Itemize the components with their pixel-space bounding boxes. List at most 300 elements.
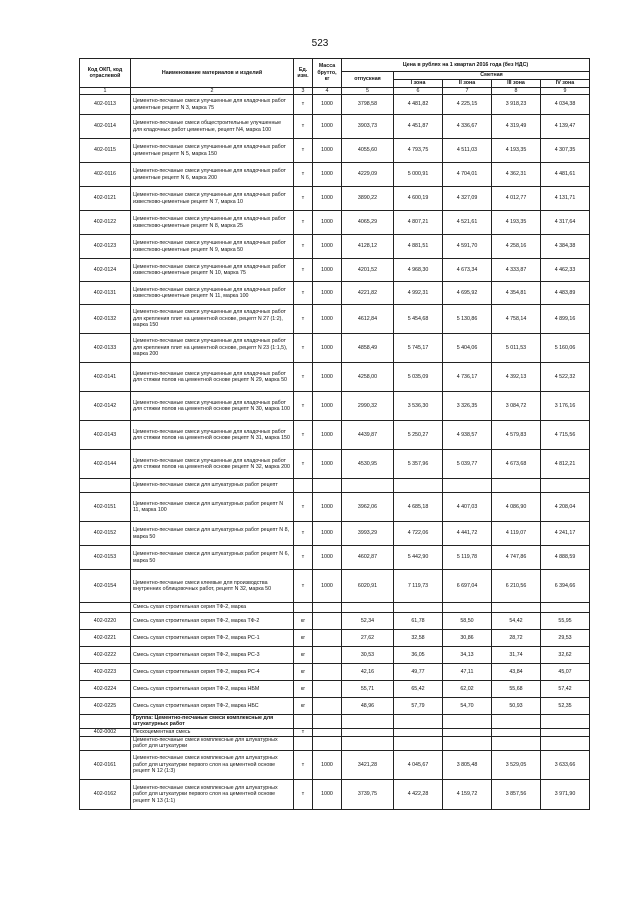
row-zone-3-price: 4 333,87 [492, 259, 541, 282]
row-name: Цементно-песчаные смеси улучшенные для кладочных работ для стяжки полов на цементной основе рецепт N 32, марка 200 [131, 450, 294, 479]
row-zone-3-price: 55,68 [492, 681, 541, 698]
row-zone-4-price: 4 462,33 [541, 259, 590, 282]
row-code: 402-0123 [80, 235, 131, 259]
section-name: Цементно-песчаные смеси для штукатурных работ рецепт [131, 479, 294, 493]
row-unit: т [294, 779, 313, 809]
table-row [80, 450, 590, 479]
row-release-price: 4201,52 [342, 259, 394, 282]
row-zone-4-price: 45,07 [541, 664, 590, 681]
row-zone-3-price: 4 258,16 [492, 235, 541, 259]
row-code: 402-0154 [80, 570, 131, 603]
row-zone-1-price: 49,77 [394, 664, 443, 681]
row-mass: 1000 [313, 235, 342, 259]
row-mass: 1000 [313, 211, 342, 235]
section-name: Группа: Цементно-песчаные смеси комплексные для штукатурных работ [131, 715, 294, 729]
row-mass: 1000 [313, 115, 342, 139]
row-code [80, 479, 131, 493]
row-empty-cell [541, 479, 590, 493]
row-mass [313, 613, 342, 630]
row-zone-1-price: 5 035,09 [394, 363, 443, 392]
row-empty-cell [443, 736, 492, 750]
header-zone-3: III зона [492, 80, 541, 88]
row-code: 402-0152 [80, 522, 131, 546]
row-name: Цементно-песчаные смеси улучшенные для кладочных работ для стяжки полов на цементной основе рецепт N 31, марка 150 [131, 421, 294, 450]
row-release-price: 30,53 [342, 647, 394, 664]
row-zone-3-price: 3 857,56 [492, 779, 541, 809]
row-unit: т [294, 728, 313, 736]
row-zone-1-price: 4 968,30 [394, 259, 443, 282]
row-release-price: 4439,87 [342, 421, 394, 450]
row-release-price: 4128,12 [342, 235, 394, 259]
row-mass [313, 647, 342, 664]
col-number: 1 [80, 88, 131, 95]
row-zone-3-price [492, 728, 541, 736]
page-number: 523 [311, 38, 329, 49]
row-name: Цементно-песчаные смеси общестроительные улучшенные для кладочных работ цементные, рецепт N4, марка 100 [131, 115, 294, 139]
row-zone-2-price: 4 336,67 [443, 115, 492, 139]
row-zone-3-price: 4 319,49 [492, 115, 541, 139]
row-zone-4-price: 5 160,06 [541, 334, 590, 363]
col-number: 6 [394, 88, 443, 95]
row-zone-2-price: 54,70 [443, 698, 492, 715]
row-zone-2-price: 4 441,72 [443, 522, 492, 546]
table-row [80, 546, 590, 570]
row-release-price: 4055,60 [342, 139, 394, 163]
row-zone-3-price: 4 193,35 [492, 211, 541, 235]
row-zone-1-price: 4 451,87 [394, 115, 443, 139]
row-zone-3-price: 4 012,77 [492, 187, 541, 211]
row-name: Цементно-песчаные смеси для штукатурных работ рецепт N 11, марка 100 [131, 493, 294, 522]
col-number: 9 [541, 88, 590, 95]
header-zone-2: II зона [443, 80, 492, 88]
row-name: Цементно-песчаные смеси улучшенные для кладочных работ известково-цементные рецепт N 10, марка 75 [131, 259, 294, 282]
row-zone-4-price: 4 483,89 [541, 282, 590, 305]
row-zone-1-price: 4 600,19 [394, 187, 443, 211]
row-mass: 1000 [313, 779, 342, 809]
section-name: Цементно-песчаные смеси комплексные для штукатурных работ для штукатурки [131, 736, 294, 750]
table-row [80, 334, 590, 363]
row-unit: кг [294, 630, 313, 647]
row-unit: кг [294, 664, 313, 681]
row-mass: 1000 [313, 750, 342, 779]
row-name: Цементно-песчаные смеси улучшенные для кладочных работ цементные рецепт N 3, марка 75 [131, 95, 294, 115]
row-zone-4-price: 4 888,59 [541, 546, 590, 570]
row-release-price: 3962,06 [342, 493, 394, 522]
row-zone-2-price: 58,50 [443, 613, 492, 630]
row-zone-3-price: 4 392,13 [492, 363, 541, 392]
row-release-price: 4229,09 [342, 163, 394, 187]
row-unit: т [294, 235, 313, 259]
row-unit: т [294, 95, 313, 115]
row-zone-1-price: 4 045,67 [394, 750, 443, 779]
table-row [80, 647, 590, 664]
table-row [80, 95, 590, 115]
row-zone-2-price: 5 039,77 [443, 450, 492, 479]
table-row [80, 664, 590, 681]
row-code: 402-0141 [80, 363, 131, 392]
row-unit: т [294, 363, 313, 392]
row-unit: т [294, 421, 313, 450]
row-name: Цементно-песчаные смеси комплексные для штукатурных работ для штукатурки первого слоя на цементной основе рецепт N 12 (1:3) [131, 750, 294, 779]
row-zone-1-price: 5 442,90 [394, 546, 443, 570]
row-code: 402-0144 [80, 450, 131, 479]
row-name: Цементно-песчаные смеси улучшенные для кладочных работ цементные рецепт N 6, марка 200 [131, 163, 294, 187]
row-mass: 1000 [313, 546, 342, 570]
row-zone-4-price: 4 522,32 [541, 363, 590, 392]
row-release-price: 4065,29 [342, 211, 394, 235]
row-code: 402-0124 [80, 259, 131, 282]
row-zone-1-price: 4 481,82 [394, 95, 443, 115]
row-name: Цементно-песчаные смеси клеевые для производства внутренних облицовочных работ, рецепт N 32, марка 50 [131, 570, 294, 603]
row-code: 402-0131 [80, 282, 131, 305]
row-mass: 1000 [313, 305, 342, 334]
row-code: 402-0222 [80, 647, 131, 664]
table-row [80, 750, 590, 779]
row-unit: кг [294, 613, 313, 630]
row-zone-3-price: 4 673,68 [492, 450, 541, 479]
header-mass: Масса брутто, кг [313, 59, 342, 88]
row-zone-1-price: 65,42 [394, 681, 443, 698]
table-row [80, 698, 590, 715]
row-release-price: 4612,84 [342, 305, 394, 334]
row-zone-2-price: 4 695,92 [443, 282, 492, 305]
col-number: 7 [443, 88, 492, 95]
row-release-price: 6020,91 [342, 570, 394, 603]
row-zone-3-price: 4 086,90 [492, 493, 541, 522]
row-empty-cell [342, 603, 394, 613]
row-code: 402-0225 [80, 698, 131, 715]
row-zone-2-price: 4 159,72 [443, 779, 492, 809]
table-row [80, 187, 590, 211]
row-zone-3-price: 3 529,05 [492, 750, 541, 779]
table-section-row [80, 736, 590, 750]
row-zone-4-price: 4 899,16 [541, 305, 590, 334]
row-empty-cell [394, 479, 443, 493]
row-unit: т [294, 392, 313, 421]
price-table [79, 58, 590, 810]
row-zone-2-price: 4 704,01 [443, 163, 492, 187]
row-name: Смесь сухая строительная серия ТФ-2, марка НБС [131, 698, 294, 715]
row-empty-cell [394, 603, 443, 613]
row-unit: т [294, 139, 313, 163]
row-zone-4-price: 4 241,17 [541, 522, 590, 546]
row-zone-4-price [541, 728, 590, 736]
table-body [80, 95, 590, 810]
row-release-price [342, 728, 394, 736]
header-code: Код ОКП, код отраслевой [80, 59, 131, 88]
row-name: Цементно-песчаные смеси улучшенные для кладочных работ известково-цементные рецепт N 7, марка 10 [131, 187, 294, 211]
row-name: Цементно-песчаные смеси улучшенные для кладочных работ известково-цементные рецепт N 9, марка 50 [131, 235, 294, 259]
row-zone-2-price: 4 225,15 [443, 95, 492, 115]
row-mass [313, 479, 342, 493]
row-unit [294, 479, 313, 493]
row-release-price: 3890,22 [342, 187, 394, 211]
row-mass: 1000 [313, 392, 342, 421]
row-zone-1-price: 4 722,06 [394, 522, 443, 546]
row-zone-2-price: 4 327,09 [443, 187, 492, 211]
row-name: Смесь сухая строительная серия ТФ-2, марка ТФ-2 [131, 613, 294, 630]
table-row [80, 115, 590, 139]
header-release: отпускная [342, 72, 394, 88]
row-name: Пескоцементная смесь [131, 728, 294, 736]
row-mass [313, 715, 342, 729]
row-release-price: 3739,75 [342, 779, 394, 809]
row-name: Смесь сухая строительная серия ТФ-2, марка РС-4 [131, 664, 294, 681]
row-mass: 1000 [313, 522, 342, 546]
row-mass [313, 736, 342, 750]
row-zone-3-price: 6 210,56 [492, 570, 541, 603]
row-zone-1-price: 4 793,75 [394, 139, 443, 163]
table-row [80, 421, 590, 450]
row-code: 402-0142 [80, 392, 131, 421]
row-zone-1-price: 36,05 [394, 647, 443, 664]
row-zone-3-price: 4 193,35 [492, 139, 541, 163]
row-unit: т [294, 522, 313, 546]
table-row [80, 259, 590, 282]
row-zone-2-price: 62,02 [443, 681, 492, 698]
row-release-price: 4221,82 [342, 282, 394, 305]
group-name: Смесь сухая строительная серия ТФ-2, марка [131, 603, 294, 613]
row-release-price: 48,96 [342, 698, 394, 715]
row-unit: т [294, 211, 313, 235]
row-zone-4-price: 55,95 [541, 613, 590, 630]
row-name: Смесь сухая строительная серия ТФ-2, марка РС-3 [131, 647, 294, 664]
row-release-price: 52,34 [342, 613, 394, 630]
row-zone-3-price: 28,72 [492, 630, 541, 647]
row-unit: т [294, 259, 313, 282]
row-unit [294, 736, 313, 750]
row-mass [313, 630, 342, 647]
row-mass [313, 681, 342, 698]
row-mass: 1000 [313, 363, 342, 392]
row-code: 402-0132 [80, 305, 131, 334]
row-zone-3-price: 4 747,86 [492, 546, 541, 570]
table-row [80, 235, 590, 259]
row-unit: т [294, 493, 313, 522]
row-unit: т [294, 305, 313, 334]
row-release-price: 3798,58 [342, 95, 394, 115]
row-zone-3-price: 4 362,31 [492, 163, 541, 187]
row-zone-2-price: 47,11 [443, 664, 492, 681]
row-empty-cell [541, 603, 590, 613]
row-mass: 1000 [313, 282, 342, 305]
row-code: 402-0114 [80, 115, 131, 139]
row-zone-4-price: 4 034,38 [541, 95, 590, 115]
row-empty-cell [443, 479, 492, 493]
row-code: 402-0143 [80, 421, 131, 450]
row-empty-cell [492, 479, 541, 493]
row-name: Цементно-песчаные смеси улучшенные для кладочных работ известково-цементные рецепт N 8, марка 25 [131, 211, 294, 235]
row-name: Цементно-песчаные смеси улучшенные для кладочных работ для стяжки полов на цементной основе рецепт N 29, марка 50 [131, 363, 294, 392]
row-name: Смесь сухая строительная серия ТФ-2, марка НБМ [131, 681, 294, 698]
row-zone-1-price: 4 992,31 [394, 282, 443, 305]
row-zone-4-price: 4 812,21 [541, 450, 590, 479]
row-zone-4-price: 3 633,66 [541, 750, 590, 779]
row-code: 402-0221 [80, 630, 131, 647]
row-empty-cell [342, 736, 394, 750]
row-code: 402-0162 [80, 779, 131, 809]
row-zone-4-price: 57,42 [541, 681, 590, 698]
row-code: 402-0115 [80, 139, 131, 163]
row-empty-cell [492, 715, 541, 729]
row-code: 402-0113 [80, 95, 131, 115]
row-unit: т [294, 450, 313, 479]
row-zone-1-price: 5 000,91 [394, 163, 443, 187]
row-code [80, 736, 131, 750]
header-estimate: Сметная [394, 72, 590, 80]
row-zone-2-price: 4 938,57 [443, 421, 492, 450]
row-release-price: 4258,00 [342, 363, 394, 392]
row-code: 402-0151 [80, 493, 131, 522]
row-code: 402-0220 [80, 613, 131, 630]
row-zone-3-price: 3 084,72 [492, 392, 541, 421]
row-zone-1-price: 5 250,27 [394, 421, 443, 450]
row-mass [313, 728, 342, 736]
row-code: 402-0121 [80, 187, 131, 211]
row-mass: 1000 [313, 259, 342, 282]
row-unit: т [294, 187, 313, 211]
row-unit: т [294, 163, 313, 187]
table-row [80, 282, 590, 305]
row-mass: 1000 [313, 421, 342, 450]
table-row [80, 522, 590, 546]
row-zone-1-price [394, 728, 443, 736]
row-zone-3-price: 4 354,81 [492, 282, 541, 305]
row-release-price: 2990,32 [342, 392, 394, 421]
table-row [80, 211, 590, 235]
row-code: 402-0161 [80, 750, 131, 779]
row-mass: 1000 [313, 187, 342, 211]
row-unit: т [294, 334, 313, 363]
row-empty-cell [541, 715, 590, 729]
row-zone-4-price: 4 131,71 [541, 187, 590, 211]
col-number: 5 [342, 88, 394, 95]
row-unit: т [294, 750, 313, 779]
row-zone-2-price: 4 407,03 [443, 493, 492, 522]
table-section-row [80, 479, 590, 493]
row-mass: 1000 [313, 450, 342, 479]
header-unit: Ед. изм. [294, 59, 313, 88]
row-zone-4-price: 4 715,56 [541, 421, 590, 450]
row-zone-2-price: 5 404,06 [443, 334, 492, 363]
row-mass: 1000 [313, 334, 342, 363]
row-code: 402-0122 [80, 211, 131, 235]
row-mass: 1000 [313, 95, 342, 115]
header-zone-4: IV зона [541, 80, 590, 88]
row-zone-4-price: 32,62 [541, 647, 590, 664]
row-release-price: 3903,73 [342, 115, 394, 139]
row-mass: 1000 [313, 163, 342, 187]
table-row [80, 163, 590, 187]
row-unit: кг [294, 647, 313, 664]
row-zone-2-price: 5 130,86 [443, 305, 492, 334]
row-empty-cell [394, 736, 443, 750]
row-zone-2-price: 4 521,61 [443, 211, 492, 235]
row-release-price: 55,71 [342, 681, 394, 698]
row-zone-1-price: 5 454,68 [394, 305, 443, 334]
row-zone-2-price: 3 326,35 [443, 392, 492, 421]
table-section-row [80, 715, 590, 729]
row-unit [294, 603, 313, 613]
row-zone-4-price: 3 971,90 [541, 779, 590, 809]
row-zone-1-price: 4 807,21 [394, 211, 443, 235]
row-zone-3-price: 50,93 [492, 698, 541, 715]
row-zone-1-price: 3 536,30 [394, 392, 443, 421]
row-zone-2-price: 4 511,03 [443, 139, 492, 163]
row-name: Цементно-песчаные смеси для штукатурных работ рецепт N 6, марка 50 [131, 546, 294, 570]
col-number: 3 [294, 88, 313, 95]
row-name: Смесь сухая строительная серия ТФ-2, марка РС-1 [131, 630, 294, 647]
row-zone-2-price [443, 728, 492, 736]
row-zone-1-price: 5 357,96 [394, 450, 443, 479]
row-zone-4-price: 29,53 [541, 630, 590, 647]
row-empty-cell [443, 715, 492, 729]
row-name: Цементно-песчаные смеси для штукатурных работ рецепт N 8, марка 50 [131, 522, 294, 546]
row-zone-3-price: 4 579,83 [492, 421, 541, 450]
row-empty-cell [342, 715, 394, 729]
row-zone-1-price: 4 685,18 [394, 493, 443, 522]
table-row [80, 363, 590, 392]
row-code: 402-0002 [80, 728, 131, 736]
row-mass: 1000 [313, 139, 342, 163]
table-row [80, 139, 590, 163]
row-zone-1-price: 4 422,28 [394, 779, 443, 809]
row-release-price: 3421,28 [342, 750, 394, 779]
row-zone-2-price: 5 119,78 [443, 546, 492, 570]
row-zone-2-price: 30,86 [443, 630, 492, 647]
table-row [80, 570, 590, 603]
row-mass: 1000 [313, 570, 342, 603]
col-number: 8 [492, 88, 541, 95]
row-zone-4-price: 4 384,38 [541, 235, 590, 259]
row-empty-cell [541, 736, 590, 750]
row-zone-3-price: 5 011,53 [492, 334, 541, 363]
table-row [80, 779, 590, 809]
row-name: Цементно-песчаные смеси комплексные для штукатурных работ для штукатурки первого слоя на цементной основе рецепт N 13 (1:1) [131, 779, 294, 809]
row-zone-1-price: 57,79 [394, 698, 443, 715]
header-zone-1: I зона [394, 80, 443, 88]
row-release-price: 3993,29 [342, 522, 394, 546]
row-zone-1-price: 5 745,17 [394, 334, 443, 363]
col-number: 2 [131, 88, 294, 95]
row-unit: кг [294, 681, 313, 698]
row-zone-3-price: 31,74 [492, 647, 541, 664]
row-zone-4-price: 4 481,61 [541, 163, 590, 187]
row-code: 402-0223 [80, 664, 131, 681]
row-code [80, 603, 131, 613]
row-mass: 1000 [313, 493, 342, 522]
row-release-price: 27,62 [342, 630, 394, 647]
row-empty-cell [492, 603, 541, 613]
row-zone-2-price: 4 591,70 [443, 235, 492, 259]
row-name: Цементно-песчаные смеси улучшенные для кладочных работ известково-цементные рецепт N 11, марка 100 [131, 282, 294, 305]
row-zone-1-price: 7 119,73 [394, 570, 443, 603]
table-row [80, 613, 590, 630]
col-number: 4 [313, 88, 342, 95]
row-zone-2-price: 4 736,17 [443, 363, 492, 392]
row-zone-3-price: 43,84 [492, 664, 541, 681]
row-zone-4-price: 4 208,04 [541, 493, 590, 522]
row-zone-4-price: 4 317,64 [541, 211, 590, 235]
row-unit: т [294, 115, 313, 139]
row-zone-1-price: 4 881,51 [394, 235, 443, 259]
row-name: Цементно-песчаные смеси улучшенные для кладочных работ цементные рецепт N 5, марка 150 [131, 139, 294, 163]
row-zone-3-price: 4 758,14 [492, 305, 541, 334]
row-release-price: 4858,49 [342, 334, 394, 363]
header-name: Наименование материалов и изделий [131, 59, 294, 88]
row-zone-4-price: 3 176,16 [541, 392, 590, 421]
row-zone-4-price: 4 307,35 [541, 139, 590, 163]
